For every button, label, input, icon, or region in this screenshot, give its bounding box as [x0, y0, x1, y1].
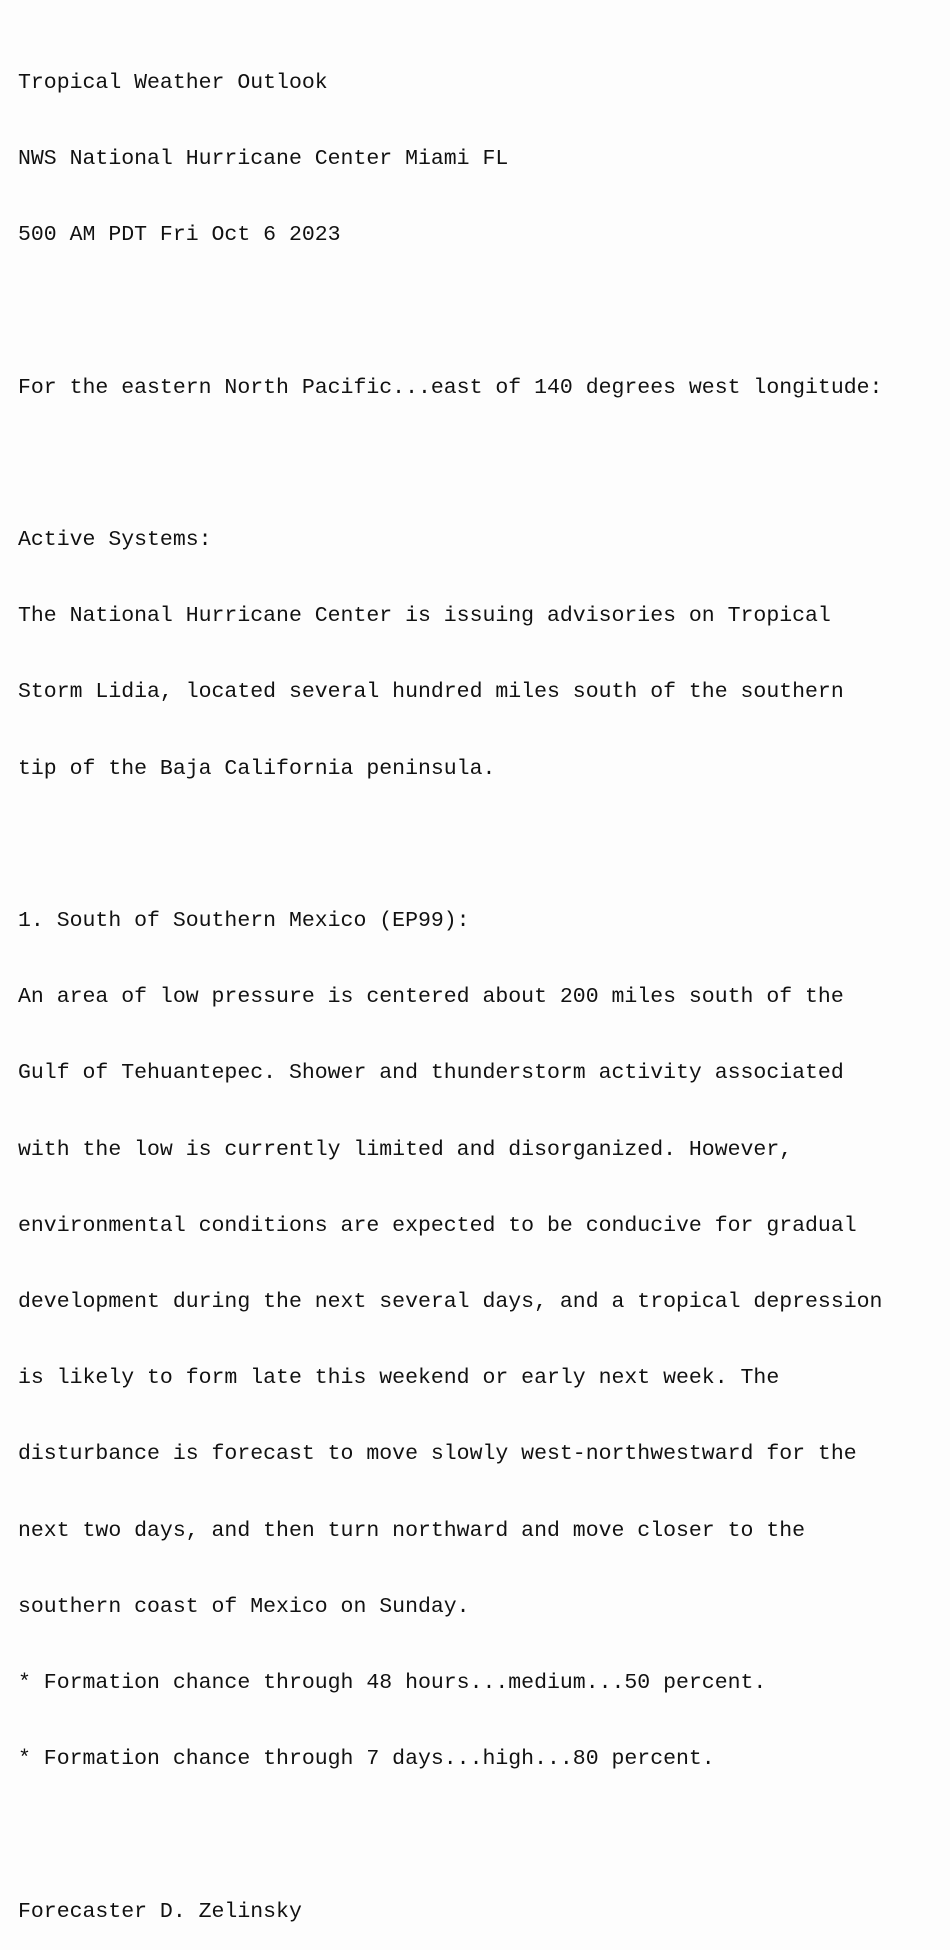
formation-chance-48h: * Formation chance through 48 hours...medium...50 percent.: [18, 1671, 767, 1696]
outlook-line: development during the next several days, and a tropical depression: [18, 1290, 883, 1315]
outlook-line: disturbance is forecast to move slowly west-northwestward for the: [18, 1442, 857, 1467]
formation-chance-7d: * Formation chance through 7 days...high...80 percent.: [18, 1747, 715, 1772]
outlook-line: southern coast of Mexico on Sunday.: [18, 1594, 470, 1619]
blank-line: [18, 833, 938, 858]
outlook-document: [18, 20, 938, 1950]
blank-line: [18, 299, 938, 324]
issuing-office: NWS National Hurricane Center Miami FL: [18, 147, 509, 172]
blank-line: [18, 1823, 938, 1848]
active-systems-line: The National Hurricane Center is issuing advisories on Tropical: [18, 604, 831, 629]
issue-time: 500 AM PDT Fri Oct 6 2023: [18, 223, 341, 248]
active-systems-line: tip of the Baja California peninsula.: [18, 756, 496, 781]
forecaster-signature: Forecaster D. Zelinsky: [18, 1899, 302, 1924]
outlook-line: with the low is currently limited and disorganized. However,: [18, 1137, 793, 1162]
outlook-line: environmental conditions are expected to be conducive for gradual: [18, 1213, 857, 1238]
region-statement: For the eastern North Pacific...east of 140 degrees west longitude:: [18, 375, 883, 400]
active-systems-heading: Active Systems:: [18, 528, 212, 553]
outlook-line: Gulf of Tehuantepec. Shower and thunderstorm activity associated: [18, 1061, 844, 1086]
outlook-line: is likely to form late this weekend or early next week. The: [18, 1366, 780, 1391]
active-systems-line: Storm Lidia, located several hundred miles south of the southern: [18, 680, 844, 705]
outlook-line: An area of low pressure is centered about 200 miles south of the: [18, 985, 844, 1010]
outlook-line: next two days, and then turn northward and move closer to the: [18, 1518, 806, 1543]
outlook-heading: 1. South of Southern Mexico (EP99):: [18, 909, 470, 934]
blank-line: [18, 452, 938, 477]
document-title: Tropical Weather Outlook: [18, 70, 328, 95]
